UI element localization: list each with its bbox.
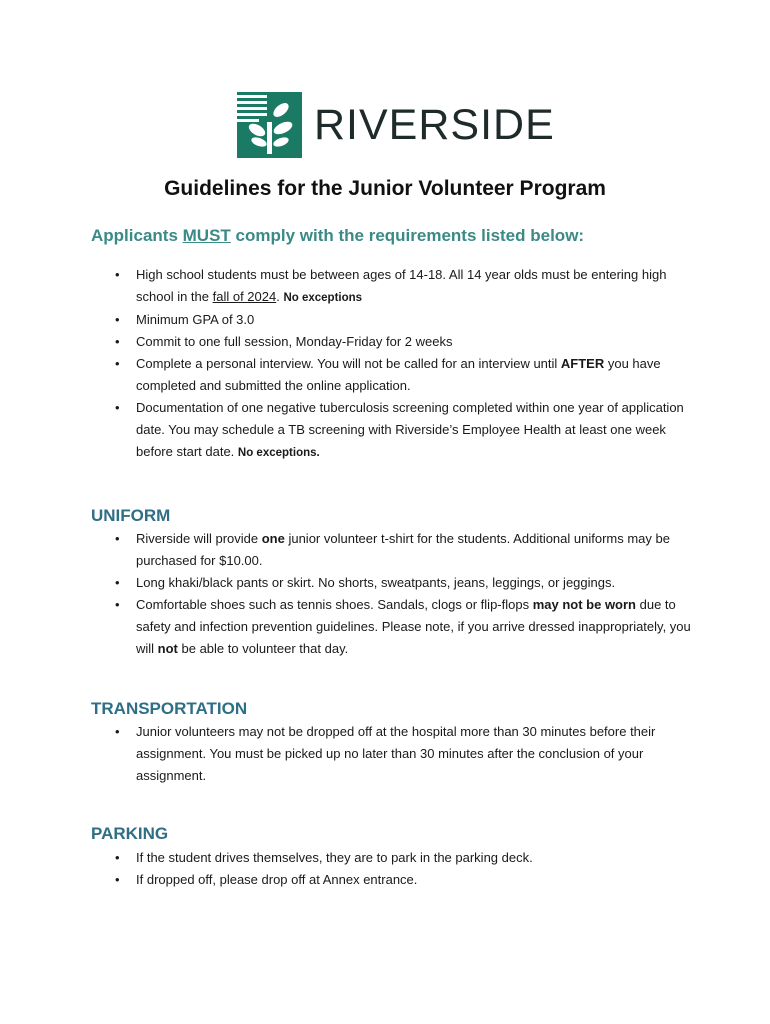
- parking-heading: PARKING: [91, 824, 169, 843]
- list-item: • Minimum GPA of 3.0: [113, 309, 693, 331]
- list-item: • High school students must be between ages of 14-18. All 14 year olds must be entering high school in the fall of 2024. No exceptions: [113, 264, 693, 309]
- riverside-tree-logo-icon: [237, 92, 302, 158]
- list-item: • Commit to one full session, Monday-Friday for 2 weeks: [113, 331, 693, 353]
- parking-list: [113, 847, 693, 891]
- requirements-list: [113, 264, 693, 464]
- uniform-heading: UNIFORM: [91, 506, 171, 525]
- transportation-heading: TRANSPORTATION: [91, 699, 248, 718]
- list-item: • Comfortable shoes such as tennis shoes. Sandals, clogs or flip-flops may not be worn due to safety and infection prevention guidelines. Please note, if you arrive dressed inappropriately, you will not be able to volunteer that day.: [113, 594, 693, 660]
- requirements-heading: Applicants MUST comply with the requirements listed below:: [91, 226, 585, 245]
- transportation-list: [113, 721, 693, 787]
- list-item: • Long khaki/black pants or skirt. No shorts, sweatpants, jeans, leggings, or jeggings.: [113, 572, 693, 594]
- document-title: Guidelines for the Junior Volunteer Program: [164, 177, 606, 200]
- list-item: • Complete a personal interview. You will not be called for an interview until AFTER you have completed and submitted the online application.: [113, 353, 693, 397]
- list-item: • Riverside will provide one junior volunteer t-shirt for the students. Additional uniforms may be purchased for $10.00.: [113, 528, 693, 572]
- uniform-list: [113, 528, 693, 660]
- must-emphasis: MUST: [182, 226, 231, 245]
- list-item: • Documentation of one negative tuberculosis screening completed within one year of application date. You may schedule a TB screening with Riverside’s Employee Health at least one week before start date. No exceptions.: [113, 397, 693, 464]
- logo-wordmark: RIVERSIDE: [314, 100, 555, 149]
- riverside-logo: [237, 92, 555, 158]
- list-item: • Junior volunteers may not be dropped off at the hospital more than 30 minutes before their assignment. You must be picked up no later than 30 minutes after the conclusion of your assignment.: [113, 721, 693, 787]
- list-item: • If the student drives themselves, they are to park in the parking deck.: [113, 847, 693, 869]
- list-item: • If dropped off, please drop off at Annex entrance.: [113, 869, 693, 891]
